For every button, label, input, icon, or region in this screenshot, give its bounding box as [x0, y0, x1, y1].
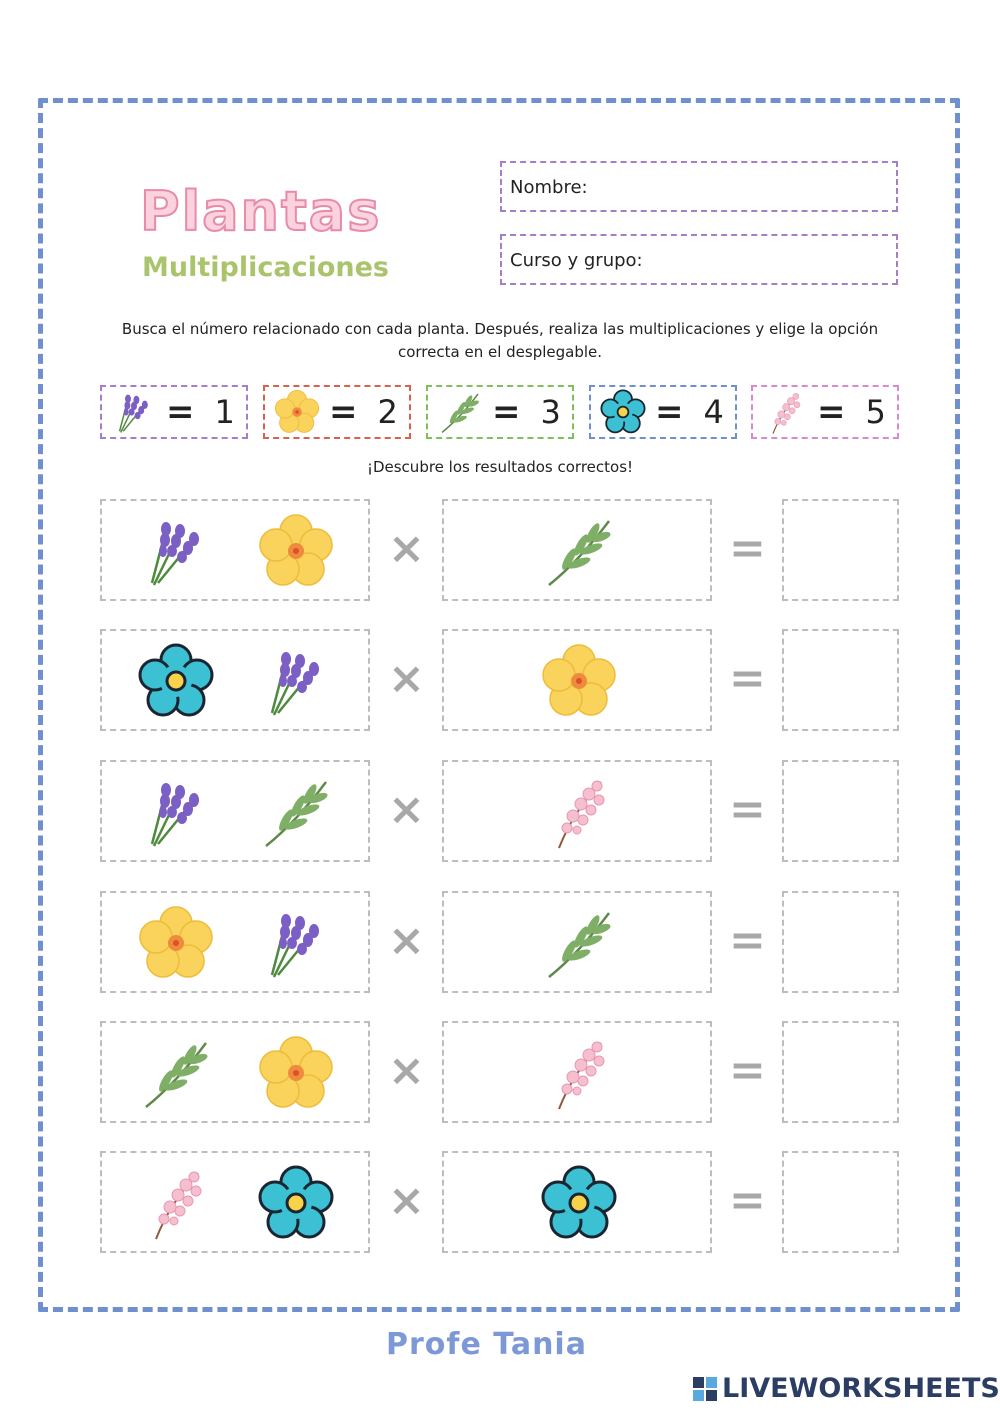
key-item	[263, 385, 411, 439]
factor-box-left	[100, 1021, 370, 1123]
equals-sign: =	[729, 1045, 766, 1096]
answer-dropdown[interactable]	[782, 1151, 899, 1253]
leaf-branch-icon	[136, 1033, 216, 1113]
factor-box-right	[442, 1021, 712, 1123]
answer-dropdown[interactable]	[782, 629, 899, 731]
factor-box-left	[100, 1151, 370, 1253]
group-field[interactable]	[500, 234, 898, 285]
blue-flower-icon	[539, 1163, 619, 1243]
key-value: 5	[865, 393, 886, 431]
lavender-icon	[136, 511, 216, 591]
key-value: 2	[377, 393, 398, 431]
leaf-branch-icon	[539, 511, 619, 591]
instructions: Busca el número relacionado con cada planta. Después, realiza las multiplicaciones y elige la opción correcta en el desplegable.	[121, 320, 879, 361]
answer-dropdown[interactable]	[782, 891, 899, 993]
key-equals: =	[817, 392, 846, 432]
cherry-blossom-icon	[539, 772, 619, 852]
key-item	[100, 385, 248, 439]
author-credit: Profe Tania	[386, 1327, 587, 1362]
times-sign: ×	[388, 1045, 425, 1096]
brand-logo	[692, 1373, 1000, 1404]
factor-box-right	[442, 760, 712, 862]
blue-flower-icon	[136, 641, 216, 721]
factor-box-left	[100, 629, 370, 731]
cherry-blossom-icon	[136, 1163, 216, 1243]
equals-sign: =	[729, 915, 766, 966]
key-value: 4	[703, 393, 724, 431]
key-value: 1	[214, 393, 235, 431]
times-sign: ×	[388, 653, 425, 704]
answer-dropdown[interactable]	[782, 499, 899, 601]
factor-box-right	[442, 891, 712, 993]
worksheet-subtitle: Multiplicaciones	[142, 252, 389, 283]
factor-box-right	[442, 1151, 712, 1253]
factor-box-right	[442, 629, 712, 731]
leaf-branch-icon	[256, 772, 336, 852]
hibiscus-icon	[539, 641, 619, 721]
equals-sign: =	[729, 784, 766, 835]
factor-box-left	[100, 891, 370, 993]
exercise-row	[0, 1021, 1000, 1125]
discover-text: ¡Descubre los resultados correctos!	[366, 458, 634, 476]
key-equals: =	[166, 392, 195, 432]
name-field[interactable]	[500, 161, 898, 212]
hibiscus-icon	[273, 388, 321, 436]
times-sign: ×	[388, 523, 425, 574]
exercise-row	[0, 499, 1000, 603]
key-item	[751, 385, 899, 439]
leaf-branch-icon	[436, 388, 484, 436]
answer-dropdown[interactable]	[782, 1021, 899, 1123]
factor-box-left	[100, 760, 370, 862]
group-label: Curso y grupo:	[510, 250, 643, 271]
exercise-row	[0, 891, 1000, 995]
brand-name: LIVEWORKSHEETS	[722, 1373, 1000, 1404]
name-label: Nombre:	[510, 177, 588, 198]
key-equals: =	[492, 392, 521, 432]
lavender-icon	[110, 388, 158, 436]
key-value: 3	[540, 393, 561, 431]
equals-sign: =	[729, 523, 766, 574]
key-equals: =	[329, 392, 358, 432]
worksheet-title: Plantas	[140, 180, 382, 243]
hibiscus-icon	[256, 511, 336, 591]
lavender-icon	[256, 903, 336, 983]
blue-flower-icon	[599, 388, 647, 436]
equals-sign: =	[729, 653, 766, 704]
lavender-icon	[136, 772, 216, 852]
hibiscus-icon	[136, 903, 216, 983]
cherry-blossom-icon	[539, 1033, 619, 1113]
factor-box-left	[100, 499, 370, 601]
liveworksheets-logo-icon	[692, 1376, 718, 1402]
key-item	[426, 385, 574, 439]
answer-dropdown[interactable]	[782, 760, 899, 862]
blue-flower-icon	[256, 1163, 336, 1243]
factor-box-right	[442, 499, 712, 601]
exercise-row	[0, 1151, 1000, 1255]
exercise-row	[0, 629, 1000, 733]
key-equals: =	[655, 392, 684, 432]
hibiscus-icon	[256, 1033, 336, 1113]
leaf-branch-icon	[539, 903, 619, 983]
equals-sign: =	[729, 1175, 766, 1226]
cherry-blossom-icon	[761, 388, 809, 436]
exercise-row	[0, 760, 1000, 864]
key-item	[589, 385, 737, 439]
times-sign: ×	[388, 915, 425, 966]
lavender-icon	[256, 641, 336, 721]
times-sign: ×	[388, 1175, 425, 1226]
times-sign: ×	[388, 784, 425, 835]
